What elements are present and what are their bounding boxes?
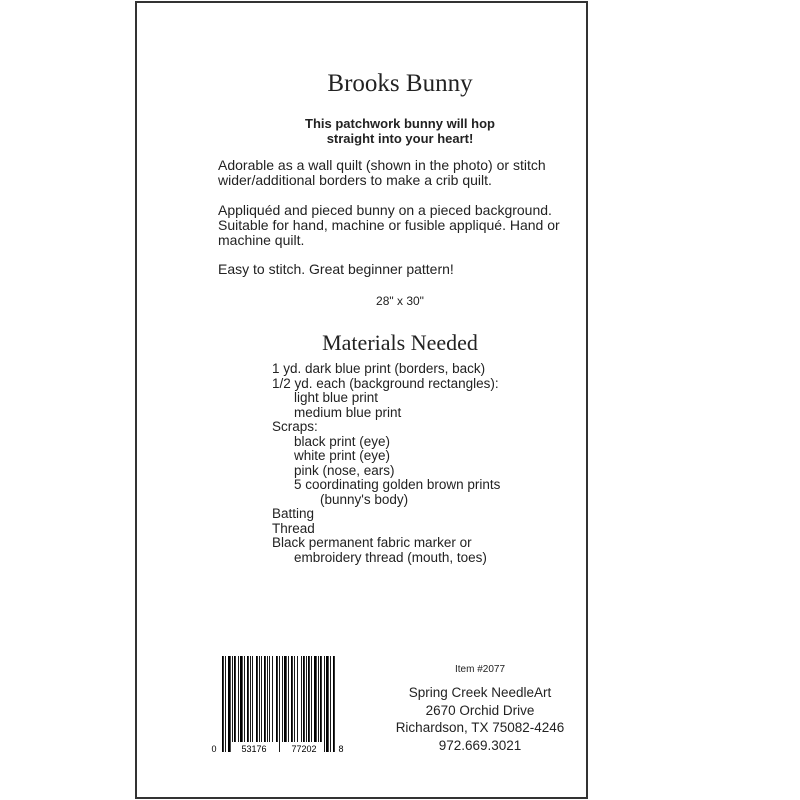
barcode-bar	[324, 656, 325, 752]
material-item: embroidery thread (mouth, toes)	[294, 549, 487, 565]
barcode-bar	[314, 656, 317, 742]
barcode-bar	[311, 656, 312, 742]
barcode-bar	[250, 656, 251, 742]
tagline-line: This patchwork bunny will hop	[305, 116, 495, 131]
description-paragraph	[218, 158, 598, 188]
material-item: pink (nose, ears)	[294, 462, 395, 478]
tagline-line: straight into your heart!	[326, 131, 474, 146]
barcode-bar	[228, 656, 231, 752]
material-item: white print (eye)	[294, 448, 391, 463]
barcode-bar	[318, 656, 319, 742]
material-item: Batting	[272, 506, 315, 521]
barcode-bar	[272, 656, 273, 742]
material-item: 1 yd. dark blue print (borders, back)	[272, 361, 486, 376]
barcode-bar	[294, 656, 295, 742]
pattern-title: Brooks Bunny	[327, 70, 473, 97]
barcode-bar	[279, 656, 280, 752]
barcode-bar	[252, 656, 253, 742]
barcode-bar	[326, 656, 329, 752]
barcode-bar	[244, 656, 245, 742]
material-item: 1/2 yd. each (background rectangles):	[272, 375, 499, 391]
barcode-bar	[247, 656, 249, 742]
barcode-bar	[222, 656, 224, 752]
barcode-bar	[269, 656, 270, 742]
upc-barcode	[210, 656, 345, 756]
barcode-digits: 53176	[241, 744, 267, 754]
material-item: black print (eye)	[294, 433, 391, 449]
material-item: Scraps:	[272, 419, 318, 434]
barcode-bar	[288, 656, 289, 742]
finished-size: 28" x 30"	[376, 294, 424, 308]
material-item: light blue print	[294, 390, 379, 405]
material-item: medium blue print	[294, 404, 402, 420]
barcode-bar	[330, 656, 331, 752]
publisher-address	[380, 684, 580, 754]
barcode-digits: 0	[211, 744, 217, 754]
barcode-bar	[308, 656, 310, 742]
barcode-digits: 77202	[291, 744, 317, 754]
material-item: Black permanent fabric marker or	[272, 535, 472, 550]
barcode-bar	[234, 656, 236, 742]
barcode-bar	[297, 656, 298, 742]
barcode-digits: 8	[338, 744, 344, 754]
text-line: Adorable as a wall quilt (shown in the photo) or stitch	[218, 157, 546, 173]
barcode-bar	[320, 656, 322, 742]
materials-list	[272, 362, 500, 565]
description-paragraph	[218, 262, 598, 277]
material-item: 5 coordinating golden brown prints	[294, 477, 501, 492]
description-paragraph	[218, 203, 598, 248]
barcode-bar	[232, 656, 233, 742]
barcode-bar	[259, 656, 260, 742]
street-address: 2670 Orchid Drive	[425, 702, 535, 718]
barcode-bar	[284, 656, 287, 742]
barcode-bar	[276, 656, 278, 742]
barcode-bar	[264, 656, 266, 742]
tagline	[0, 116, 800, 146]
barcode-bar	[261, 656, 262, 742]
barcode-bar	[333, 656, 335, 752]
barcode-bar	[225, 656, 226, 752]
phone-number: 972.669.3021	[438, 737, 522, 753]
company-name: Spring Creek NeedleArt	[408, 685, 552, 700]
material-item: Thread	[272, 520, 315, 536]
text-line: Easy to stitch. Great beginner pattern!	[218, 261, 454, 277]
barcode-bar	[291, 656, 293, 742]
barcode-bar	[256, 656, 258, 742]
text-line: wider/additional borders to make a crib quilt.	[218, 172, 492, 188]
text-line: Suitable for hand, machine or fusible appliqué. Hand or	[218, 217, 560, 233]
barcode-bar	[238, 656, 239, 742]
item-number: Item #2077	[454, 664, 506, 675]
city-state-zip: Richardson, TX 75082-4246	[395, 720, 565, 735]
barcode-bar	[301, 656, 302, 742]
text-line: machine quilt.	[218, 232, 305, 248]
barcode-bar	[240, 656, 243, 742]
barcode-bar	[303, 656, 305, 742]
materials-heading: Materials Needed	[322, 330, 478, 355]
barcode-bar	[267, 656, 268, 742]
text-line: Appliquéd and pieced bunny on a pieced background.	[218, 202, 552, 218]
barcode-bar	[306, 656, 307, 742]
barcode-bar	[282, 656, 283, 742]
material-item: (bunny's body)	[320, 491, 409, 507]
